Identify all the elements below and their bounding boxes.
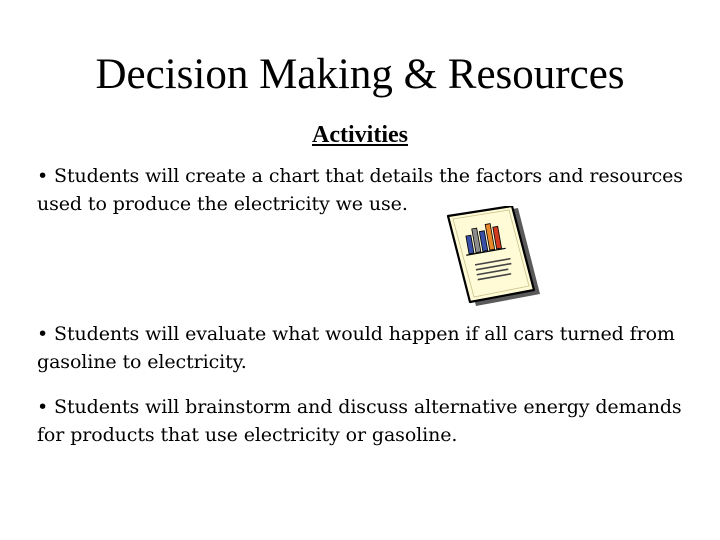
section-heading-text: Activities [312, 122, 408, 148]
bullet-item: • Students will evaluate what would happen if all cars turned from gasoline to electricity. [37, 323, 675, 373]
chart-document-icon [440, 206, 544, 310]
bullet-item: • Students will create a chart that details the factors and resources used to produce the electricity we use. [37, 165, 683, 215]
slide-title: Decision Making & Resources [95, 51, 625, 98]
bullet-item: • Students will brainstorm and discuss alternative energy demands for products that use electricity or gasoline. [37, 396, 682, 446]
section-heading [0, 120, 720, 150]
